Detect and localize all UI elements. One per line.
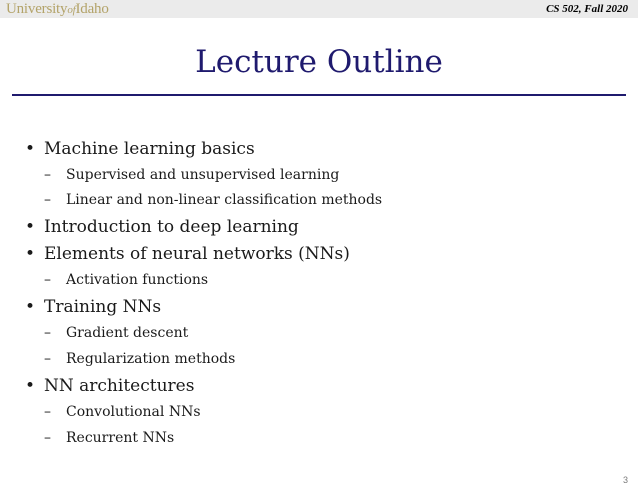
bullet-icon: • [24, 217, 36, 237]
dash-icon: – [44, 404, 51, 420]
slide-title: Lecture Outline [195, 44, 443, 80]
outline-item-text: Introduction to deep learning [44, 217, 299, 237]
dash-icon: – [44, 192, 51, 208]
outline-subitem-text: Convolutional NNs [66, 404, 201, 420]
outline-item-text: Training NNs [44, 297, 162, 317]
bullet-icon: • [24, 244, 36, 264]
page-number: 3 [622, 475, 628, 485]
outline-item-text: Machine learning basics [44, 139, 255, 159]
outline-subitem-text: Linear and non-linear classification methods [66, 192, 383, 208]
logo-part-idaho: Idaho [75, 1, 109, 17]
dash-icon: – [44, 272, 51, 288]
course-label: CS 502, Fall 2020 [546, 3, 628, 15]
outline-subitem-text: Recurrent NNs [66, 430, 175, 446]
dash-icon: – [44, 351, 51, 367]
bullet-icon: • [24, 139, 36, 159]
dash-icon: – [44, 325, 51, 341]
logo-part-university: University [6, 1, 68, 17]
logo-part-of: of [67, 4, 76, 16]
outline-subitem-text: Activation functions [66, 272, 209, 288]
outline-subitem-text: Supervised and unsupervised learning [66, 167, 340, 183]
bullet-icon: • [24, 376, 36, 396]
outline-item-text: NN architectures [44, 376, 195, 396]
outline-subitem-text: Gradient descent [66, 325, 189, 341]
outline-item-text: Elements of neural networks (NNs) [44, 244, 350, 264]
dash-icon: – [44, 430, 51, 446]
bullet-icon: • [24, 297, 36, 317]
outline-subitem-text: Regularization methods [66, 351, 236, 367]
dash-icon: – [44, 167, 51, 183]
